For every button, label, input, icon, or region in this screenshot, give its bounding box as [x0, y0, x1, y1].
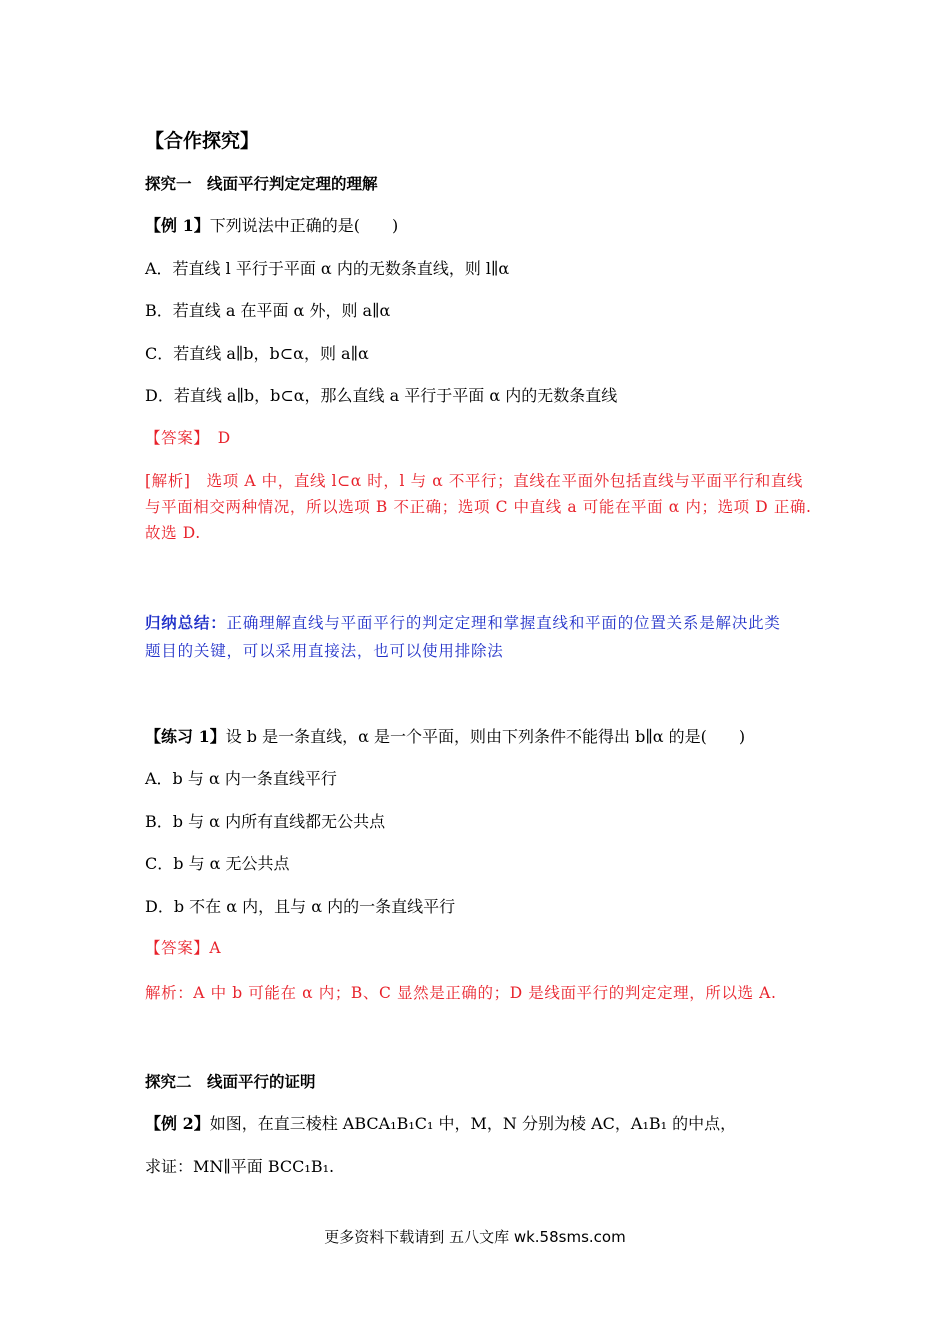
example1-answer: 【答案】 D	[145, 429, 231, 447]
practice1-option-c: C．b 与 α 无公共点	[145, 854, 290, 873]
example1-option-c: C．若直线 a∥b，b⊂α，则 a∥α	[145, 344, 369, 363]
practice1-option-d: D．b 不在 α 内，且与 α 内的一条直线平行	[145, 897, 456, 916]
example2-question	[145, 1111, 736, 1134]
practice1-option-b: B．b 与 α 内所有直线都无公共点	[145, 812, 386, 831]
practice1-option-a: A．b 与 α 内一条直线平行	[145, 769, 337, 788]
example1-option-b: B．若直线 a 在平面 α 外，则 a∥α	[145, 301, 391, 320]
example2-prove: 求证：MN∥平面 BCC₁B₁.	[145, 1157, 335, 1176]
summary-line1	[145, 611, 781, 633]
summary-label: 归纳总结：	[145, 613, 227, 632]
example1-analysis-line: [解析] 选项 A 中，直线 l⊂α 时，l 与 α 不平行；直线在平面外包括直线与平面平行和直线	[145, 472, 804, 490]
example1-option-d: D．若直线 a∥b，b⊂α，那么直线 a 平行于平面 α 内的无数条直线	[145, 386, 618, 405]
explore2-heading: 探究二 线面平行的证明	[145, 1072, 316, 1091]
practice1-answer: 【答案】A	[145, 939, 222, 957]
example1-analysis-line: 故选 D.	[145, 524, 201, 542]
example2-label: 【例 2】	[145, 1114, 210, 1133]
example1-text: 下列说法中正确的是( )	[209, 216, 399, 235]
practice1-label: 【练习 1】	[145, 727, 226, 746]
example1-analysis-line: 与平面相交两种情况，所以选项 B 不正确；选项 C 中直线 a 可能在平面 α 内；选项 D 正确.	[145, 498, 812, 516]
explore1-heading: 探究一 线面平行判定定理的理解	[145, 174, 378, 193]
example1-option-a: A．若直线 l 平行于平面 α 内的无数条直线，则 l∥α	[145, 259, 510, 278]
practice1-question	[145, 724, 745, 747]
summary-line2: 题目的关键，可以采用直接法，也可以使用排除法	[145, 642, 504, 660]
section-title: 【合作探究】	[145, 130, 260, 152]
summary-text: 正确理解直线与平面平行的判定定理和掌握直线和平面的位置关系是解决此类	[226, 614, 781, 632]
practice1-text: 设 b 是一条直线，α 是一个平面，则由下列条件不能得出 b∥α 的是( )	[225, 727, 746, 746]
example1-label: 【例 1】	[145, 216, 210, 235]
footer-link-text: 更多资料下载请到 五八文库 wk.58sms.com	[324, 1228, 626, 1246]
example1-question	[145, 213, 398, 236]
practice1-analysis: 解析：A 中 b 可能在 α 内；B、C 显然是正确的；D 是线面平行的判定定理，所以选 A.	[145, 984, 777, 1002]
example2-text: 如图，在直三棱柱 ABCA₁B₁C₁ 中，M，N 分别为棱 AC，A₁B₁ 的中点，	[209, 1114, 737, 1133]
